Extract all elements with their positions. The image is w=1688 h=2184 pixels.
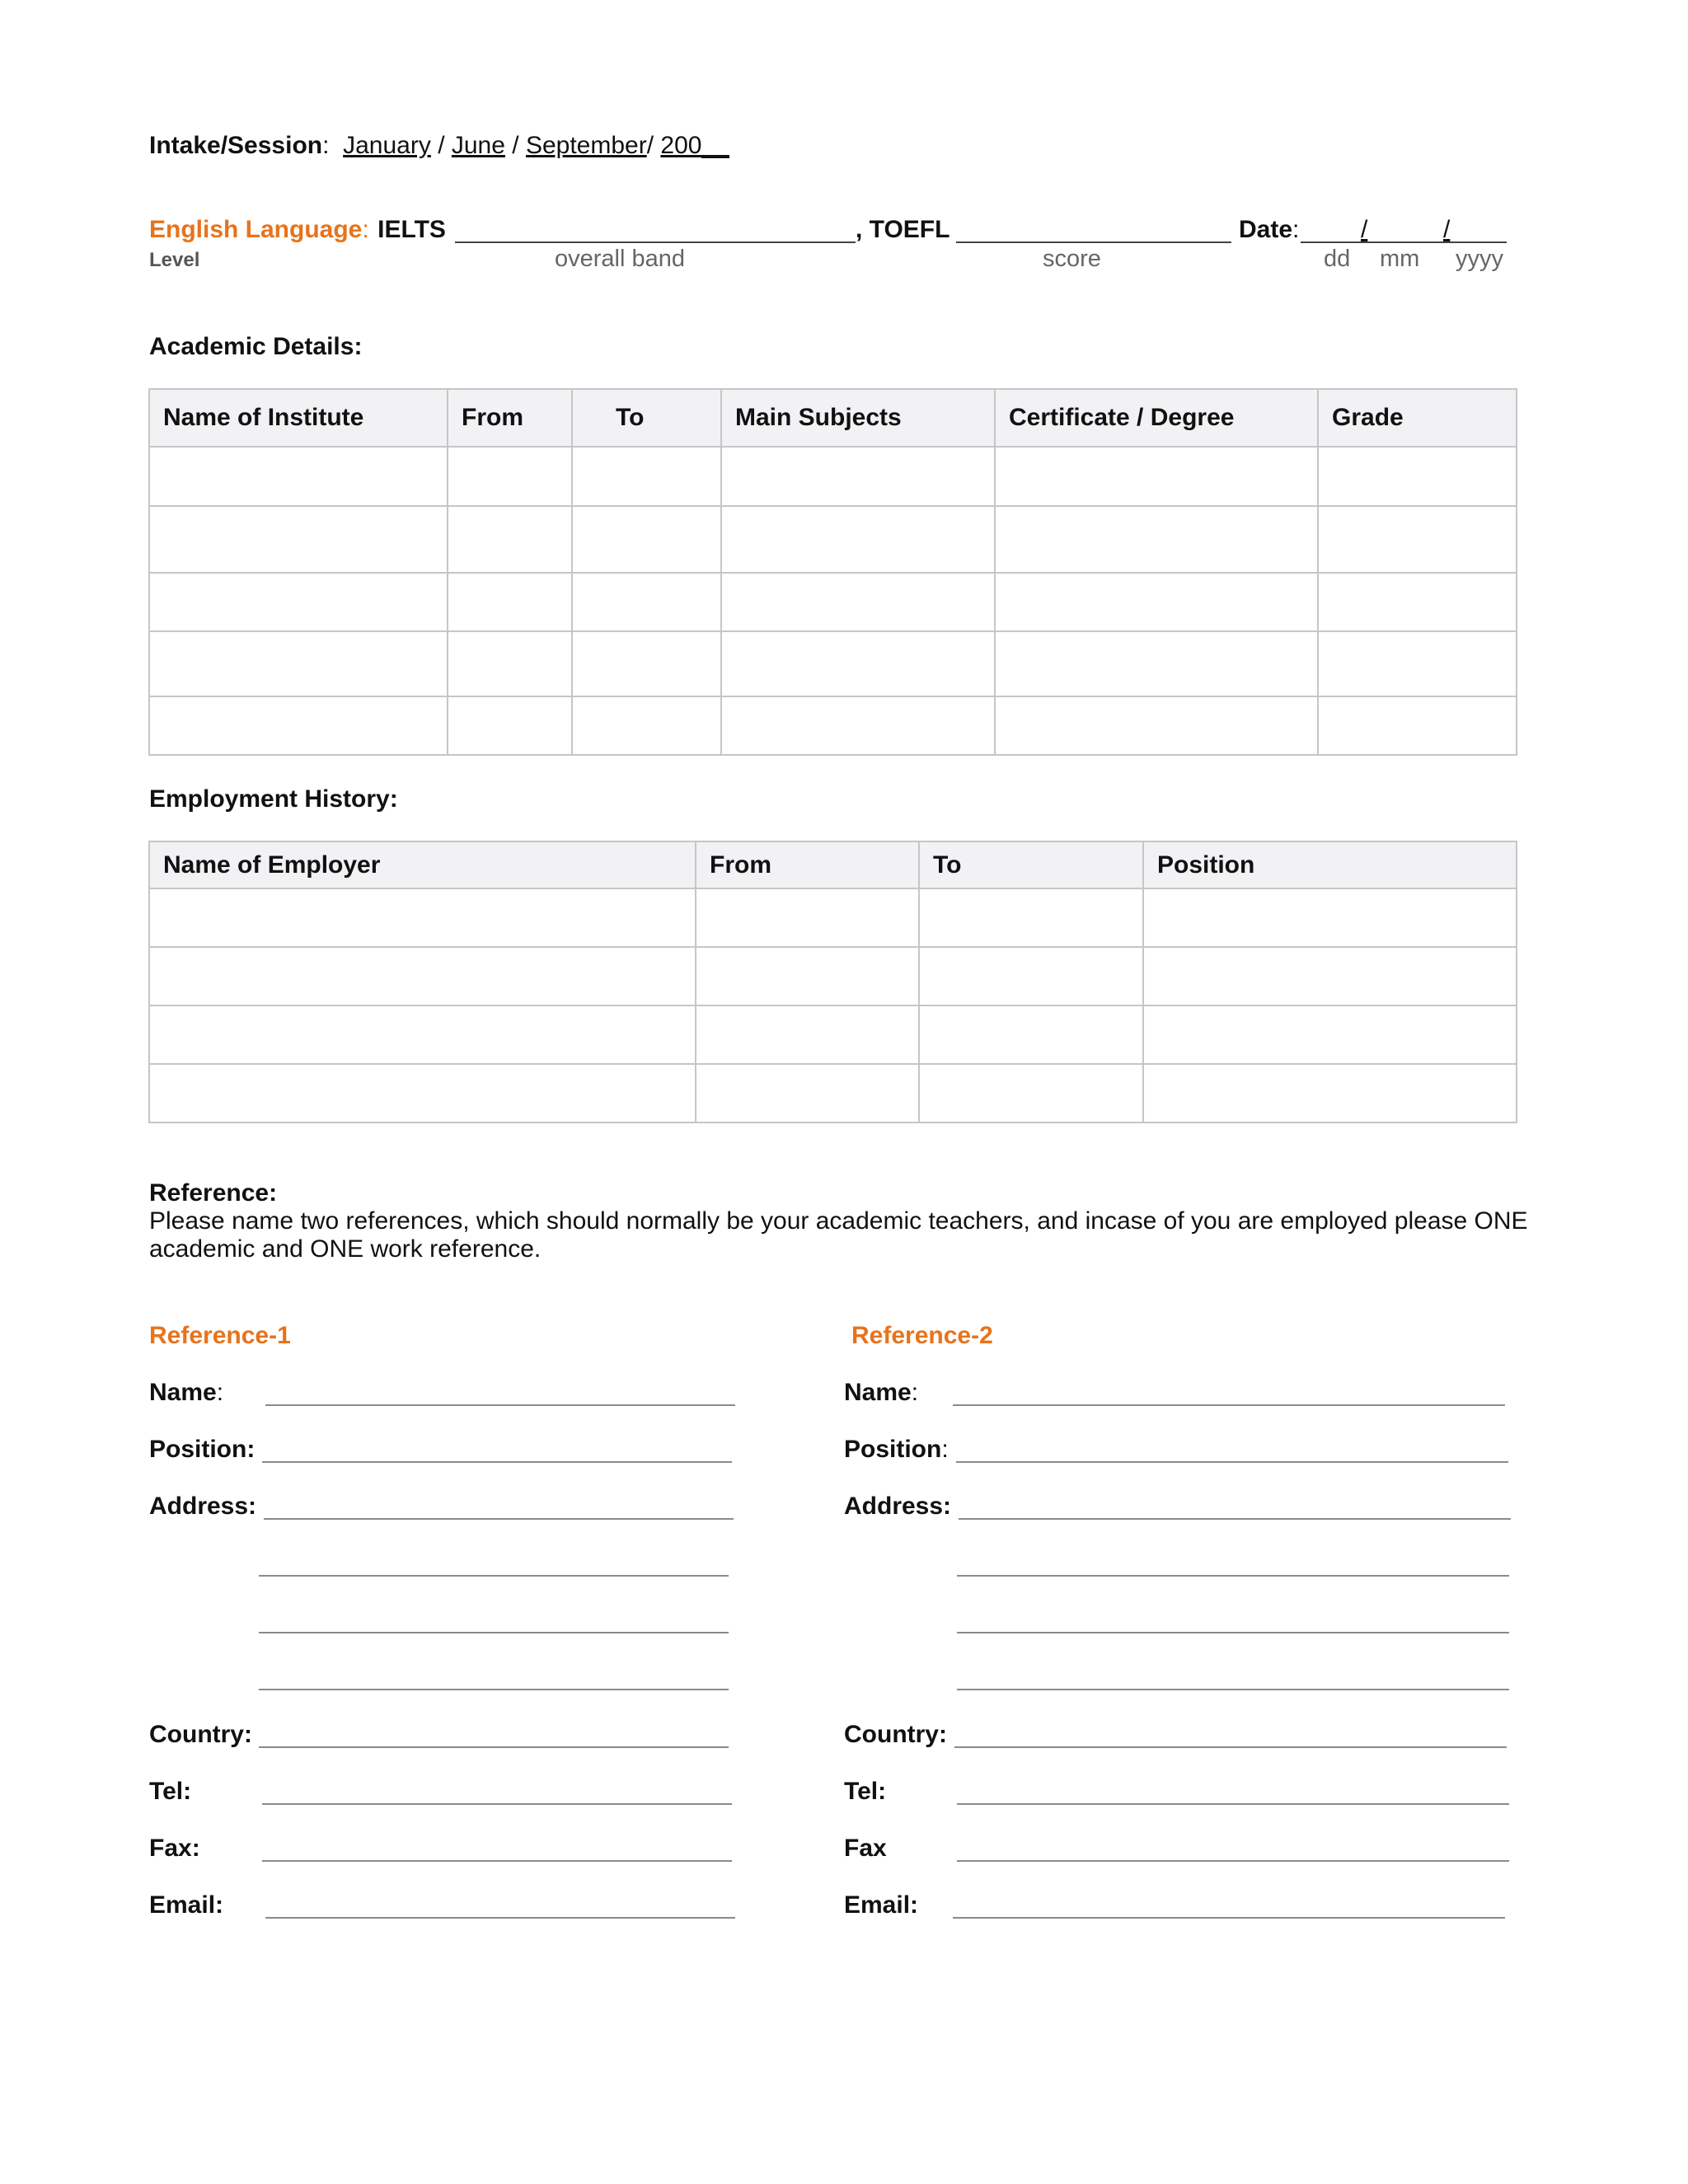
ref2-address-field-4[interactable] [957, 1689, 1509, 1690]
table-cell[interactable] [919, 1005, 1143, 1064]
table-row [149, 1005, 1517, 1064]
reference-1-heading: Reference-1 [149, 1322, 291, 1349]
table-cell[interactable] [995, 696, 1318, 755]
ref1-name-colon: : [216, 1379, 224, 1406]
ref2-name-label [844, 1379, 918, 1407]
table-cell[interactable] [448, 696, 572, 755]
english-level-label: Level [149, 249, 200, 271]
intake-session-label: Intake/Session [149, 132, 323, 159]
column-header-from: From [696, 841, 919, 888]
ref2-tel-label: Tel: [844, 1778, 887, 1805]
column-header-employer: Name of Employer [149, 841, 696, 888]
date-field[interactable] [1301, 241, 1507, 243]
ref2-position-label [844, 1436, 949, 1464]
ref1-address-field-1[interactable] [264, 1518, 734, 1520]
ref2-address-field-2[interactable] [957, 1575, 1509, 1577]
ref2-position-colon: : [941, 1436, 949, 1463]
table-cell[interactable] [1318, 631, 1517, 696]
table-cell[interactable] [149, 1005, 696, 1064]
date-slash: / [1443, 216, 1451, 243]
ielts-score-field[interactable] [455, 241, 856, 243]
date-colon: : [1292, 216, 1300, 243]
reference-instructions-line-1: Please name two references, which should normally be your academic teachers, and incase of you are employed please ONE [149, 1207, 1528, 1235]
ref2-tel-field[interactable] [957, 1803, 1509, 1805]
english-language-colon: : [362, 216, 369, 243]
table-cell[interactable] [1318, 573, 1517, 631]
intake-option-september[interactable]: September [525, 132, 647, 159]
ref1-address-field-4[interactable] [259, 1689, 729, 1690]
table-cell[interactable] [149, 696, 448, 755]
table-cell[interactable] [149, 888, 696, 947]
mm-caption: mm [1380, 246, 1420, 272]
ref2-email-field[interactable] [953, 1917, 1505, 1919]
table-cell[interactable] [995, 506, 1318, 573]
table-row [149, 888, 1517, 947]
table-row [149, 1064, 1517, 1122]
table-cell[interactable] [1318, 506, 1517, 573]
table-cell[interactable] [448, 447, 572, 506]
toefl-label: , TOEFL [856, 216, 950, 243]
table-cell[interactable] [572, 696, 721, 755]
ref2-country-field[interactable] [954, 1746, 1507, 1748]
ref1-address-label: Address: [149, 1493, 257, 1520]
table-cell[interactable] [721, 447, 995, 506]
table-cell[interactable] [696, 1005, 919, 1064]
reference-2-heading: Reference-2 [851, 1322, 993, 1349]
table-cell[interactable] [1318, 447, 1517, 506]
toefl-score-field[interactable] [956, 241, 1231, 243]
table-cell[interactable] [995, 447, 1318, 506]
table-cell[interactable] [696, 1064, 919, 1122]
employment-history-heading: Employment History: [149, 785, 398, 813]
table-cell[interactable] [1143, 947, 1517, 1005]
table-cell[interactable] [448, 573, 572, 631]
ref1-country-label: Country: [149, 1721, 252, 1748]
table-cell[interactable] [1143, 1064, 1517, 1122]
table-header-row [149, 389, 1517, 447]
dd-caption: dd [1324, 246, 1351, 272]
ref2-fax-label: Fax [844, 1835, 887, 1862]
ref2-address-label: Address: [844, 1493, 952, 1520]
ref1-name-text: Name [149, 1379, 217, 1406]
table-cell[interactable] [572, 447, 721, 506]
ref2-country-label: Country: [844, 1721, 947, 1748]
table-cell[interactable] [1143, 888, 1517, 947]
table-row [149, 573, 1517, 631]
column-header-main-subjects: Main Subjects [721, 389, 995, 447]
table-cell[interactable] [448, 506, 572, 573]
table-cell[interactable] [696, 888, 919, 947]
table-cell[interactable] [149, 573, 448, 631]
table-cell[interactable] [995, 631, 1318, 696]
table-cell[interactable] [149, 947, 696, 1005]
table-cell[interactable] [919, 888, 1143, 947]
table-row [149, 447, 1517, 506]
score-caption: score [1043, 246, 1101, 272]
ref1-tel-field[interactable] [262, 1803, 732, 1805]
intake-separator: / [438, 132, 445, 159]
ref2-position-text: Position [844, 1436, 942, 1463]
ref1-fax-field[interactable] [262, 1860, 732, 1862]
table-cell[interactable] [919, 947, 1143, 1005]
intake-option-june[interactable]: June [451, 132, 505, 159]
table-row [149, 696, 1517, 755]
date-slash: / [1361, 216, 1368, 243]
reference-heading: Reference: [149, 1179, 278, 1207]
table-cell[interactable] [1143, 1005, 1517, 1064]
english-language-label: English Language [149, 216, 363, 243]
table-row [149, 947, 1517, 1005]
table-cell[interactable] [995, 573, 1318, 631]
column-header-institute: Name of Institute [149, 389, 448, 447]
table-row [149, 506, 1517, 573]
ref1-tel-label: Tel: [149, 1778, 192, 1805]
academic-details-table [148, 388, 1517, 756]
table-cell[interactable] [572, 573, 721, 631]
ref1-name-field[interactable] [265, 1404, 735, 1406]
table-cell[interactable] [149, 1064, 696, 1122]
ref1-address-field-3[interactable] [259, 1632, 729, 1633]
ref1-email-label: Email: [149, 1891, 224, 1919]
table-cell[interactable] [149, 506, 448, 573]
ielts-label: IELTS [377, 216, 446, 243]
academic-details-heading: Academic Details: [149, 333, 363, 360]
date-label: Date [1239, 216, 1293, 243]
yyyy-caption: yyyy [1456, 246, 1503, 272]
intake-year-field[interactable]: 200__ [660, 132, 729, 159]
employment-history-table [148, 841, 1517, 1123]
table-cell[interactable] [721, 631, 995, 696]
intake-separator: / [646, 132, 654, 159]
table-cell[interactable] [721, 696, 995, 755]
ref1-country-field[interactable] [259, 1746, 729, 1748]
ref1-email-field[interactable] [265, 1917, 735, 1919]
column-header-from: From [448, 389, 572, 447]
date-label-group [1239, 216, 1299, 244]
intake-separator: / [512, 132, 519, 159]
table-cell[interactable] [149, 631, 448, 696]
table-cell[interactable] [919, 1064, 1143, 1122]
ref2-email-label: Email: [844, 1891, 919, 1919]
column-header-certificate: Certificate / Degree [995, 389, 1318, 447]
intake-option-january[interactable]: January [343, 132, 431, 159]
table-cell[interactable] [572, 631, 721, 696]
ref1-fax-label: Fax: [149, 1835, 200, 1862]
ref2-name-text: Name [844, 1379, 912, 1406]
column-header-to: To [572, 389, 721, 447]
table-row [149, 631, 1517, 696]
column-header-position: Position [1143, 841, 1517, 888]
ref1-position-label: Position: [149, 1436, 256, 1463]
column-header-to: To [919, 841, 1143, 888]
table-cell[interactable] [696, 947, 919, 1005]
ref1-name-label [149, 1379, 223, 1407]
ref1-address-field-2[interactable] [259, 1575, 729, 1577]
column-header-grade: Grade [1318, 389, 1517, 447]
ref2-address-field-1[interactable] [959, 1518, 1511, 1520]
reference-instructions-line-2: academic and ONE work reference. [149, 1235, 542, 1263]
table-cell[interactable] [721, 573, 995, 631]
ref1-position-field[interactable] [262, 1461, 732, 1463]
overall-band-caption: overall band [555, 246, 685, 272]
ref2-fax-field[interactable] [957, 1860, 1509, 1862]
ref2-name-colon: : [911, 1379, 919, 1406]
table-cell[interactable] [721, 506, 995, 573]
intake-session-row [149, 132, 729, 160]
english-language-label-group [149, 216, 446, 244]
table-cell[interactable] [1318, 696, 1517, 755]
ref2-name-field[interactable] [953, 1404, 1505, 1406]
table-cell[interactable] [149, 447, 448, 506]
table-cell[interactable] [572, 506, 721, 573]
ref2-address-field-3[interactable] [957, 1632, 1509, 1633]
ref2-position-field[interactable] [956, 1461, 1508, 1463]
intake-colon: : [322, 132, 330, 159]
table-cell[interactable] [448, 631, 572, 696]
table-header-row [149, 841, 1517, 888]
